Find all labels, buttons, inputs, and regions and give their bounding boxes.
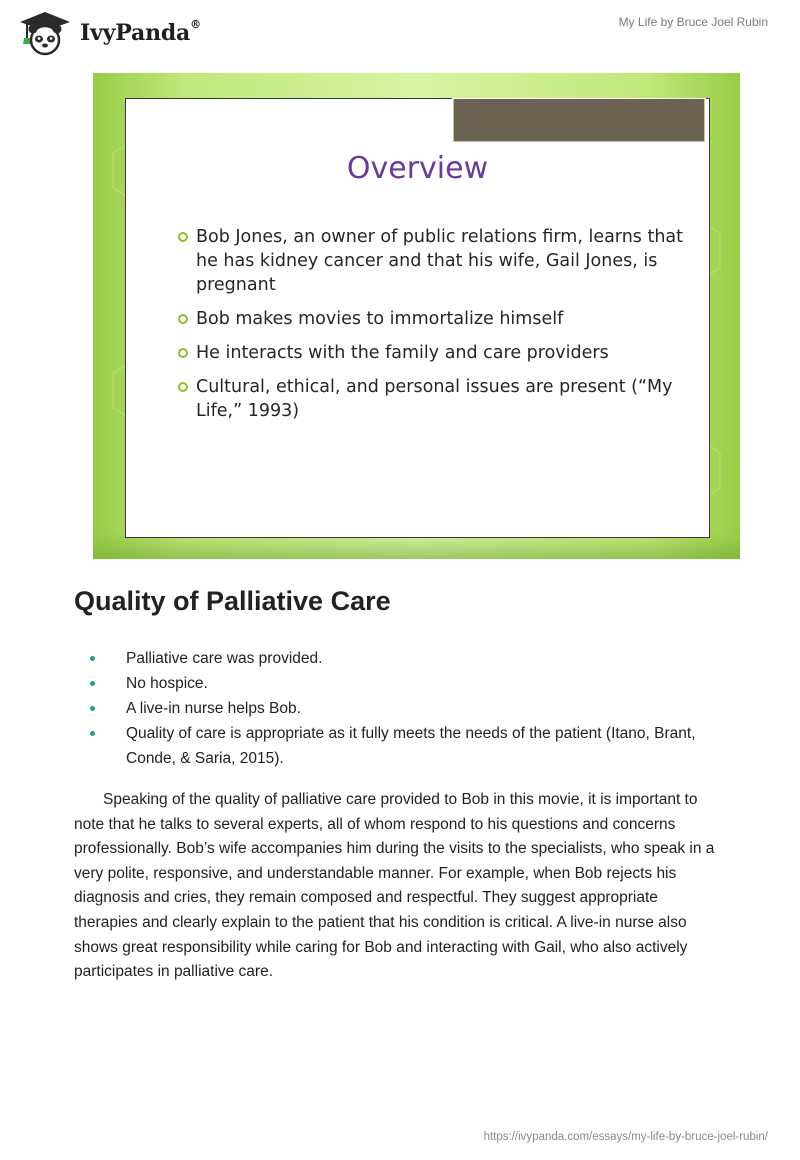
circle-bullet-icon bbox=[178, 382, 188, 392]
slide-bullet-list bbox=[178, 225, 698, 433]
document-title: My Life by Bruce Joel Rubin bbox=[618, 15, 768, 29]
list-item: No hospice. bbox=[90, 671, 710, 696]
body-paragraph: Speaking of the quality of palliative care provided to Bob in this movie, it is important to note that he talks to several experts, all of whom respond to his questions and concerns professionally. Bob’s wife accompanies him during the visits to the specialists, who speak in a very polite, responsive, and understandable manner. For example, when Bob rejects his diagnosis and cries, they remain composed and respectful. They suggest appropriate therapies and clearly explain to the patient that his condition is critical. A live-in nurse also shows great responsibility while caring for Bob and interacting with Gail, who also actively participates in palliative care. bbox=[74, 791, 715, 981]
slide-title: Overview bbox=[346, 151, 489, 186]
slide-bullet: Cultural, ethical, and personal issues are present (“My Life,” 1993) bbox=[178, 375, 698, 423]
circle-bullet-icon bbox=[178, 232, 188, 242]
bullet-dot-icon bbox=[90, 706, 95, 711]
bullet-dot-icon bbox=[90, 731, 95, 736]
circle-bullet-icon bbox=[178, 348, 188, 358]
list-item: Quality of care is appropriate as it fully meets the needs of the patient (Itano, Brant, Conde, & Saria, 2015). bbox=[90, 721, 710, 771]
slide-header-box bbox=[453, 99, 705, 142]
slide-bullet: Bob Jones, an owner of public relations firm, learns that he has kidney cancer and that his wife, Gail Jones, is pregnant bbox=[178, 225, 698, 297]
slide-bullet: He interacts with the family and care providers bbox=[178, 341, 698, 365]
source-url-link[interactable]: https://ivypanda.com/essays/my-life-by-bruce-joel-rubin/ bbox=[483, 1131, 768, 1143]
slide-content-panel bbox=[125, 98, 710, 538]
care-bullet-list bbox=[90, 646, 710, 771]
bullet-dot-icon bbox=[90, 681, 95, 686]
overview-slide-image bbox=[93, 73, 740, 559]
brand-name: IvyPanda® bbox=[80, 18, 201, 46]
ivypanda-logo[interactable] bbox=[14, 10, 201, 56]
bullet-dot-icon bbox=[90, 656, 95, 661]
list-item: A live-in nurse helps Bob. bbox=[90, 696, 710, 721]
circle-bullet-icon bbox=[178, 314, 188, 324]
list-item: Palliative care was provided. bbox=[90, 646, 710, 671]
panda-graduate-icon bbox=[14, 10, 76, 56]
section-heading: Quality of Palliative Care bbox=[74, 586, 391, 616]
slide-bullet: Bob makes movies to immortalize himself bbox=[178, 307, 698, 331]
